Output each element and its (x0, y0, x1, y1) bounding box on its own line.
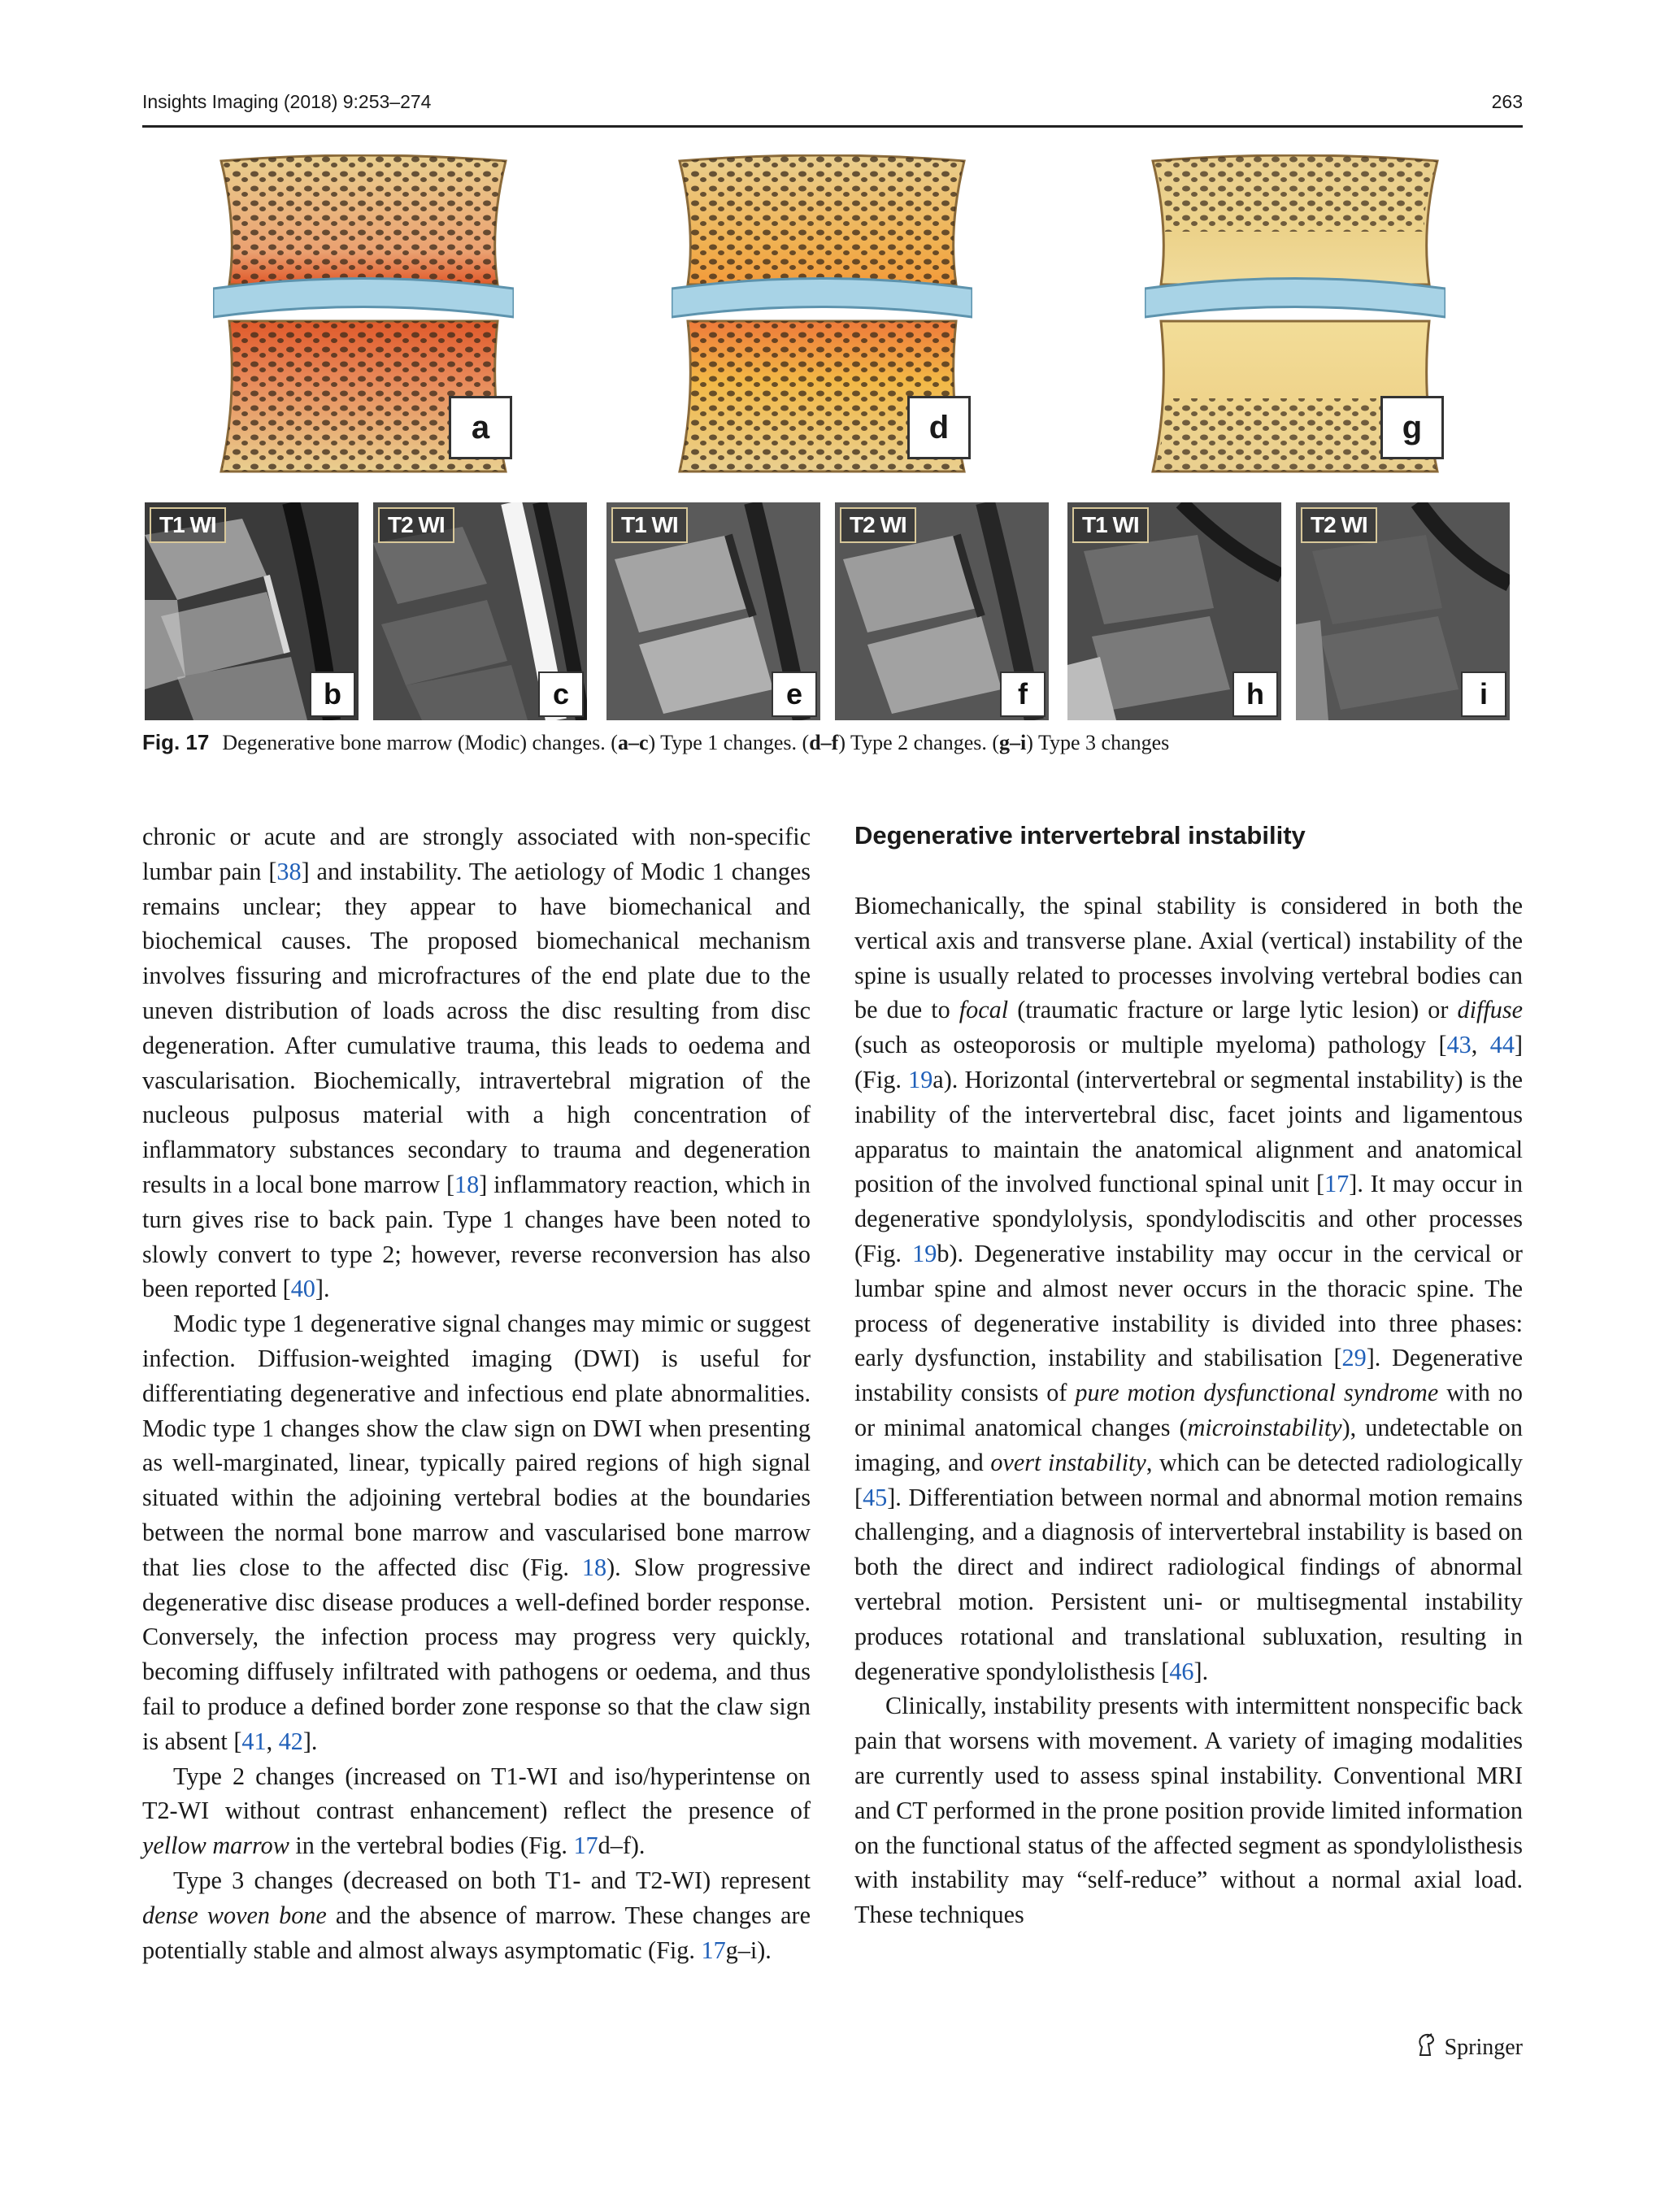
paragraph: Type 3 changes (decreased on both T1- and T2-WI) represent dense woven bone and the absence of marrow. These changes are potentially stable and almost always asymptomatic (Fig. 17g–i). (142, 1866, 811, 1964)
caption-text: ) Type 1 changes. ( (648, 731, 810, 754)
illustration-type3 (1145, 154, 1445, 476)
panel-label-f: f (1000, 671, 1046, 717)
paragraph: Biomechanically, the spinal stability is considered in both the vertical axis and transverse plane. Axial (vertical) instability of the spine is usually related to processes involving vertebral bodies can be due to focal (traumatic fracture or large lytic lesion) or diffuse (such as osteoporosis or multiple myeloma) pathology [43, 44] (Fig. 19a). Horizontal (intervertebral or segmental instability) is the inability of the intervertebral disc, facet joints and ligamentous apparatus to maintain the anatomical alignment and anatomical position of the involved functional spinal unit [17]. It may occur in degenerative spondylolysis, spondylodiscitis and other processes (Fig. 19b). Degenerative instability may occur in the cervical or lumbar spine and almost never occurs in the thoracic spine. The process of degenerative instability is divided into three phases: early dysfunction, instability and stabilisation [29]. Degenerative instability consists of pure motion dysfunctional syndrome with no or minimal anatomical changes (microinstability), undetectable on imaging, and overt instability, which can be detected radiologically [45]. Differentiation between normal and abnormal motion remains challenging, and a diagnosis of intervertebral instability is based on both the direct and indirect radiological findings of abnormal vertebral motion. Persistent uni- or multisegmental instability produces rotational and translational subluxation, resulting in degenerative spondylolisthesis [46]. (854, 892, 1524, 1685)
panel-label-i: i (1461, 671, 1506, 717)
mri-panel-h (1067, 502, 1281, 720)
caption-text: ) Type 3 changes (1026, 731, 1170, 754)
mri-panel-f (835, 502, 1049, 720)
caption-text: Degenerative bone marrow (Modic) changes. ( (222, 731, 618, 754)
caption-bold: a–c (617, 731, 649, 754)
figure-label: Fig. 17 (142, 730, 210, 754)
citation-link[interactable]: 41 (241, 1727, 267, 1755)
citation-link[interactable]: 44 (1489, 1031, 1515, 1059)
citation-link[interactable]: 18 (454, 1170, 480, 1198)
paragraph: chronic or acute and are strongly associated with non-specific lumbar pain [38] and instability. The aetiology of Modic 1 changes remains unclear; they appear to have biomechanical and biochemical causes. The proposed biomechanical mechanism involves fissuring and microfractures of the end plate due to the uneven distribution of loads across the disc resulting from disc degeneration. After cumulative trauma, this leads to oedema and vascularisation. Biochemically, intravertebral migration of the nucleous pulposus material with a high concentration of inflammatory substances secondary to trauma and degeneration results in a local bone marrow [18] inflammatory reaction, which in turn gives rise to back pain. Type 1 changes have been noted to slowly convert to type 2; however, reverse reconversion has also been reported [40]. (142, 823, 811, 1303)
running-header (142, 88, 1523, 128)
sequence-label: T2 WI (1301, 507, 1377, 543)
publisher-name: Springer (1444, 2035, 1523, 2060)
panel-label-c: c (538, 671, 584, 717)
citation-link[interactable]: 40 (290, 1275, 315, 1303)
paragraph: Modic type 1 degenerative signal changes may mimic or suggest infection. Diffusion-weighted imaging (DWI) is useful for differentiating degenerative and infectious end plate abnormalities. Modic type 1 changes show the claw sign on DWI when presenting as well-marginated, linear, typically paired regions of high signal situated within the adjoining vertebral bodies at the boundaries between the normal bone marrow and vascularised bone marrow that lies close to the affected disc (Fig. 18). Slow progressive degenerative disc disease produces a well-defined border response. Conversely, the infection process may progress very quickly, becoming diffusely infiltrated with pathogens or oedema, and thus fail to produce a defined border zone response so that the claw sign is absent [41, 42]. (142, 1310, 811, 1755)
left-column (142, 819, 811, 1967)
illustration-type2 (672, 154, 972, 476)
panel-label-a: a (449, 396, 512, 459)
panel-label-d: d (907, 396, 971, 459)
sequence-label: T1 WI (611, 507, 688, 543)
figure-caption (142, 730, 1523, 755)
panel-label-e: e (772, 671, 817, 717)
page-number: 263 (1491, 91, 1523, 112)
caption-bold: d–f (809, 731, 839, 754)
mri-panel-b (145, 502, 359, 720)
springer-horse-icon (1415, 2032, 1437, 2063)
panel-label-h: h (1232, 671, 1278, 717)
caption-text: ) Type 2 changes. ( (838, 731, 1000, 754)
mri-panel-c (373, 502, 587, 720)
mri-panel-i (1296, 502, 1510, 720)
figure-link[interactable]: 18 (581, 1553, 607, 1581)
figure-link[interactable]: 17 (701, 1936, 726, 1964)
sequence-label: T2 WI (378, 507, 454, 543)
paragraph: Type 2 changes (increased on T1-WI and iso/hyperintense on T2-WI without contrast enhancement) reflect the presence of yellow marrow in the vertebral bodies (Fig. 17d–f). (142, 1762, 811, 1860)
citation-link[interactable]: 42 (278, 1727, 303, 1755)
panel-label-g: g (1380, 396, 1444, 459)
figure-link[interactable]: 19 (908, 1065, 933, 1093)
sequence-label: T2 WI (840, 507, 916, 543)
citation-link[interactable]: 38 (276, 857, 302, 885)
citation-link[interactable]: 46 (1169, 1657, 1194, 1685)
sequence-label: T1 WI (150, 507, 226, 543)
journal-citation: Insights Imaging (2018) 9:253–274 (142, 91, 432, 112)
illustration-type1 (213, 154, 514, 476)
panel-label-b: b (310, 671, 355, 717)
publisher-footer (1415, 2032, 1523, 2063)
figure-link[interactable]: 17 (573, 1832, 598, 1860)
right-column (854, 819, 1523, 1932)
sequence-label: T1 WI (1072, 507, 1149, 543)
mri-panel-e (606, 502, 820, 720)
citation-link[interactable]: 17 (1324, 1170, 1350, 1198)
paragraph: Clinically, instability presents with intermittent nonspecific back pain that worsens with movement. A variety of imaging modalities are currently used to assess spinal instability. Conventional MRI and CT performed in the prone position provide limited information on the functional status of the affected segment as spondylolisthesis with instability may “self-reduce” without a normal axial load. These techniques (854, 1692, 1523, 1929)
citation-link[interactable]: 43 (1446, 1031, 1472, 1059)
citation-link[interactable]: 45 (863, 1483, 888, 1511)
citation-link[interactable]: 29 (1341, 1344, 1367, 1372)
figure-link[interactable]: 19 (912, 1239, 937, 1267)
caption-bold: g–i (999, 731, 1027, 754)
section-heading: Degenerative intervertebral instability (854, 821, 1306, 850)
